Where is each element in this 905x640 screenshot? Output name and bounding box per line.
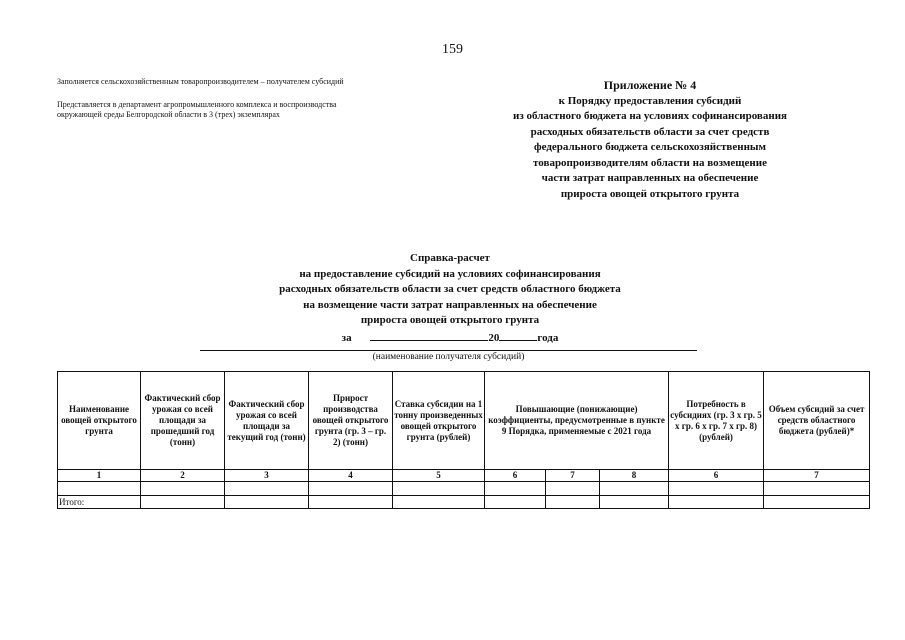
form-title: Справка-расчет [410, 252, 490, 264]
column-number: 2 [141, 470, 225, 482]
form-title-line: расходных обязательств области за счет средств областного бюджета [279, 283, 621, 295]
filled-by-note: Заполняется сельскохозяйственным товаропроизводителем – получателем субсидий [57, 77, 344, 86]
table-header-row [58, 372, 870, 470]
column-number: 3 [225, 470, 309, 482]
period-line [190, 329, 710, 347]
page-number: 159 [442, 42, 463, 57]
submission-note-line-1: Представляется в департамент агропромышленного комплекса и воспроизводства [57, 100, 337, 109]
year-blank[interactable] [499, 329, 537, 341]
appendix-line: из областного бюджета на условиях софинансирования [513, 110, 787, 122]
form-title-line: на возмещение части затрат направленных на обеспечение [303, 298, 597, 311]
appendix-line: части затрат направленных на обеспечение [541, 172, 759, 184]
table-cell[interactable] [600, 482, 669, 496]
total-cell[interactable] [764, 496, 870, 509]
total-cell[interactable] [225, 496, 309, 509]
form-title-block [190, 251, 710, 346]
header-cell: Фактический сбор урожая со всей площади за прошедший год (тонн) [141, 372, 225, 470]
column-number-row [58, 470, 870, 482]
submission-note-line-2: окружающей среды Белгородской области в 3 (трех) экземплярах [57, 110, 280, 119]
form-title-line: на предоставление субсидий на условиях софинансирования [299, 267, 601, 280]
appendix-line: расходных обязательств области за счет средств [530, 125, 770, 138]
header-cell: Потребность в субсидиях (гр. 3 х гр. 5 х гр. 6 х гр. 7 х гр. 8) (рублей) [669, 372, 764, 470]
column-number: 6 [485, 470, 546, 482]
appendix-line: к Порядку предоставления субсидий [558, 94, 742, 107]
table-cell[interactable] [141, 482, 225, 496]
total-cell[interactable] [141, 496, 225, 509]
period-blank[interactable] [370, 329, 488, 341]
column-number: 7 [764, 470, 870, 482]
header-cell: Наименование овощей открытого грунта [58, 372, 141, 470]
table-cell[interactable] [669, 482, 764, 496]
period-suffix: года [537, 331, 559, 344]
recipient-caption: (наименование получателя субсидий) [372, 352, 525, 362]
table-cell[interactable] [485, 482, 546, 496]
period-year: 20 [488, 331, 500, 344]
total-cell[interactable] [669, 496, 764, 509]
total-label: Итого: [58, 496, 141, 509]
total-cell[interactable] [309, 496, 393, 509]
column-number: 6 [669, 470, 764, 482]
submission-note [57, 100, 417, 120]
header-cell: Ставка субсидии на 1 тонну произведенных овощей открытого грунта (рублей) [393, 372, 485, 470]
total-cell[interactable] [600, 496, 669, 509]
total-row [58, 496, 870, 509]
header-cell: Прирост производства овощей открытого грунта (гр. 3 – гр. 2) (тонн) [309, 372, 393, 470]
table-cell[interactable] [309, 482, 393, 496]
header-cell-coefficients: Повышающие (понижающие) коэффициенты, предусмотренные в пункте 9 Порядка, применяемые с 2021 года [485, 372, 669, 470]
appendix-line: прироста овощей открытого грунта [560, 187, 740, 200]
column-number: 4 [309, 470, 393, 482]
table-cell[interactable] [764, 482, 870, 496]
total-cell[interactable] [546, 496, 600, 509]
recipient-name-line[interactable] [200, 350, 697, 351]
column-number: 1 [58, 470, 141, 482]
appendix-line: товаропроизводителям области на возмещение [533, 156, 767, 169]
table-cell[interactable] [546, 482, 600, 496]
table-cell[interactable] [225, 482, 309, 496]
total-cell[interactable] [485, 496, 546, 509]
appendix-title: Приложение № 4 [603, 78, 697, 92]
total-cell[interactable] [393, 496, 485, 509]
appendix-line: федерального бюджета сельскохозяйственным [534, 141, 766, 153]
table-row [58, 482, 870, 496]
table-cell[interactable] [393, 482, 485, 496]
header-cell: Фактический сбор урожая со всей площади за текущий год (тонн) [225, 372, 309, 470]
table-cell[interactable] [58, 482, 141, 496]
appendix-block [480, 78, 820, 202]
column-number: 7 [546, 470, 600, 482]
subsidy-calculation-table [57, 371, 870, 509]
period-prefix: за [341, 331, 352, 344]
form-title-line: прироста овощей открытого грунта [360, 314, 540, 326]
column-number: 5 [393, 470, 485, 482]
column-number: 8 [600, 470, 669, 482]
header-cell: Объем субсидий за счет средств областного бюджета (рублей)* [764, 372, 870, 470]
